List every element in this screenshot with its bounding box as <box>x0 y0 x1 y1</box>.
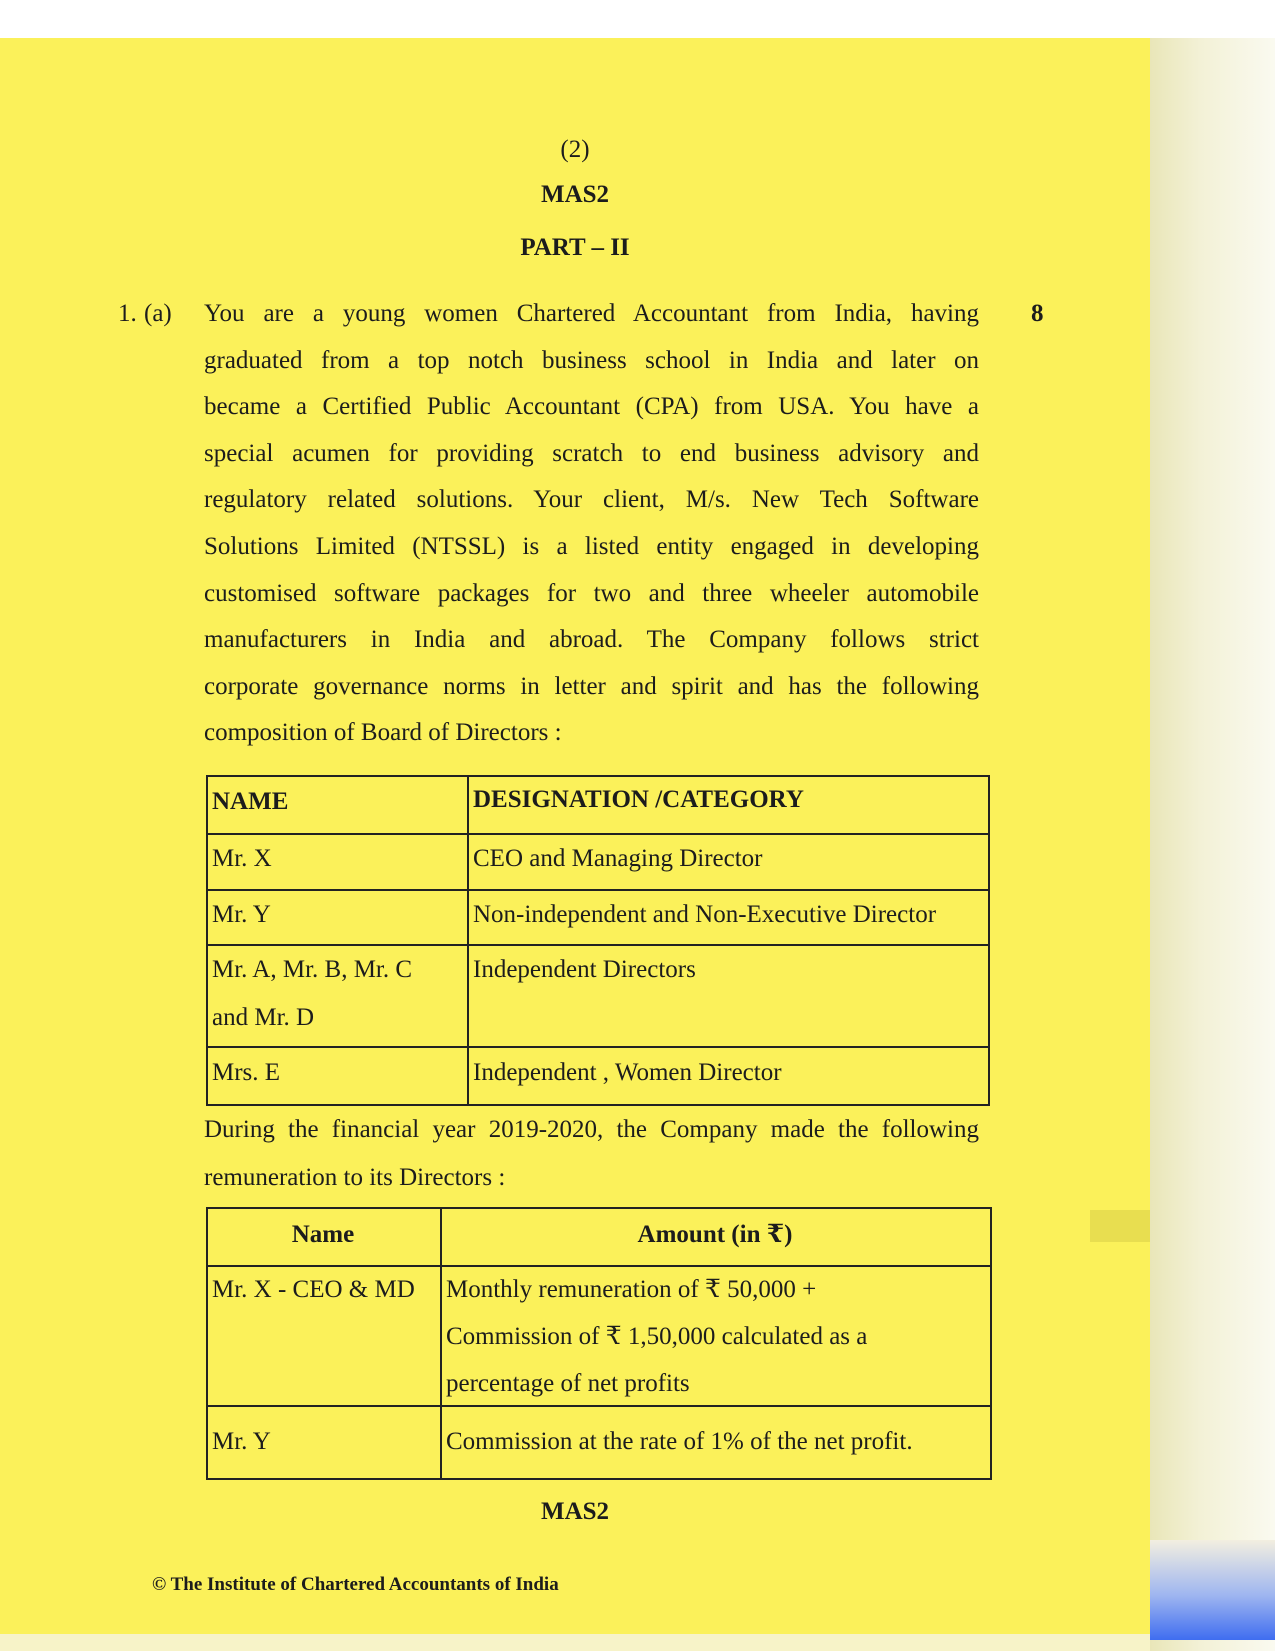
question-text-line: became a Certified Public Accountant (CPA) from USA. You have a <box>204 393 979 420</box>
question-text-line: graduated from a top notch business school in India and later on <box>204 347 979 374</box>
table-rule <box>467 775 469 1106</box>
remuneration-cell-amount: Monthly remuneration of ₹ 50,000 + <box>446 1276 817 1303</box>
question-text-line: remuneration to its Directors : <box>204 1164 506 1191</box>
table-rule <box>206 775 208 1106</box>
board-cell-name: and Mr. D <box>212 1004 315 1031</box>
question-text-line: You are a young women Chartered Accountant from India, having <box>204 300 979 327</box>
board-cell-name: Mrs. E <box>212 1059 281 1086</box>
question-text-line: corporate governance norms in letter and spirit and has the following <box>204 673 979 700</box>
board-cell-designation: Non-independent and Non-Executive Director <box>473 901 937 928</box>
question-text-line: Solutions Limited (NTSSL) is a listed entity engaged in developing <box>204 533 979 560</box>
remuneration-cell-amount: Commission at the rate of 1% of the net profit. <box>446 1428 913 1455</box>
table-rule <box>990 1207 992 1480</box>
scan-top-margin <box>0 0 1275 38</box>
scan-blue-artifact <box>1150 1540 1275 1640</box>
page-number: (2) <box>560 136 590 163</box>
paper-code: MAS2 <box>540 181 610 208</box>
scan-bottom-margin <box>0 1634 1150 1651</box>
table-rule <box>206 1265 992 1267</box>
question-text-line: composition of Board of Directors : <box>204 719 562 746</box>
table-rule <box>206 1104 990 1106</box>
board-cell-name: Mr. A, Mr. B, Mr. C <box>212 956 413 983</box>
table-rule <box>206 775 990 777</box>
board-header-designation: DESIGNATION /CATEGORY <box>473 786 804 813</box>
board-cell-name: Mr. Y <box>212 901 271 928</box>
board-header-name: NAME <box>212 788 289 815</box>
table-rule <box>206 889 990 891</box>
table-rule <box>988 775 990 1106</box>
board-cell-designation: Independent , Women Director <box>473 1059 782 1086</box>
table-rule <box>206 833 990 835</box>
question-text-line: During the financial year 2019-2020, the Company made the following <box>204 1116 979 1143</box>
question-marks: 8 <box>1031 300 1044 327</box>
board-cell-designation: CEO and Managing Director <box>473 845 763 872</box>
table-rule <box>206 1207 992 1209</box>
copyright-notice: © The Institute of Chartered Accountants of India <box>152 1574 559 1595</box>
table-rule <box>206 1405 992 1407</box>
part-heading: PART – II <box>520 234 630 261</box>
footer-paper-code: MAS2 <box>540 1498 610 1525</box>
remuneration-header-name: Name <box>291 1221 355 1248</box>
remuneration-header-amount: Amount (in ₹) <box>637 1221 793 1248</box>
paper-edge-tab <box>1090 1210 1150 1242</box>
question-sub-part: (a) <box>144 300 172 327</box>
remuneration-cell-amount: Commission of ₹ 1,50,000 calculated as a <box>446 1323 868 1350</box>
board-cell-name: Mr. X <box>212 845 272 872</box>
question-number: 1. <box>118 300 137 327</box>
remuneration-cell-name: Mr. X - CEO & MD <box>212 1276 415 1303</box>
question-text-line: customised software packages for two and three wheeler automobile <box>204 580 979 607</box>
question-text-line: manufacturers in India and abroad. The Company follows strict <box>204 626 979 653</box>
question-text-line: regulatory related solutions. Your client, M/s. New Tech Software <box>204 486 979 513</box>
scan-right-edge <box>1150 38 1275 1651</box>
table-rule <box>206 1046 990 1048</box>
remuneration-cell-amount: percentage of net profits <box>446 1370 690 1397</box>
remuneration-cell-name: Mr. Y <box>212 1428 271 1455</box>
board-cell-designation: Independent Directors <box>473 956 696 983</box>
question-text-line: special acumen for providing scratch to end business advisory and <box>204 440 979 467</box>
table-rule <box>206 1478 992 1480</box>
table-rule <box>206 944 990 946</box>
